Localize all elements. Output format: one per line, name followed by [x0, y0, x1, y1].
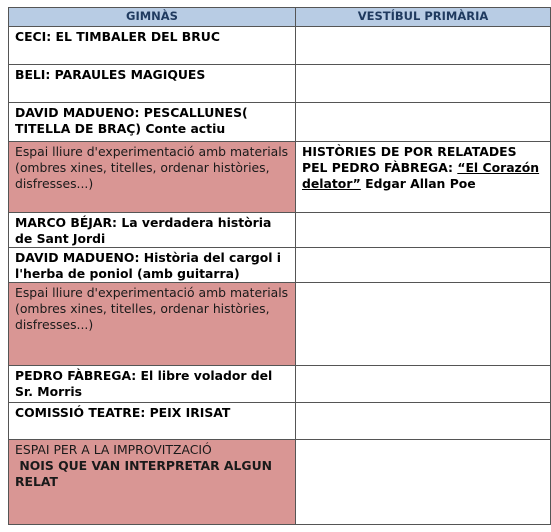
gimnas-cell: BELI: PARAULES MAGIQUES	[9, 65, 296, 103]
table-row	[9, 248, 551, 283]
header-vestibul: VESTÍBUL PRIMÀRIA	[296, 8, 551, 27]
gimnas-cell: CECI: EL TIMBALER DEL BRUC	[9, 27, 296, 65]
table-row	[9, 440, 551, 525]
gimnas-cell: DAVID MADUENO: Història del cargol i l'herba de poniol (amb guitarra)	[9, 248, 296, 283]
vestibul-cell	[296, 27, 551, 65]
free-experimentation-cell: Espai lliure d'experimentació amb materials (ombres xines, titelles, ordenar històries, disfresses...)	[9, 142, 296, 213]
vestibul-cell	[296, 248, 551, 283]
horror-stories-text: HISTÒRIES DE POR RELATADES PEL PEDRO FÀBREGA:	[302, 144, 517, 175]
vestibul-cell	[296, 403, 551, 440]
vestibul-cell	[296, 440, 551, 525]
table-row	[9, 142, 551, 213]
schedule-table	[8, 7, 551, 525]
table-row	[9, 213, 551, 248]
table-row	[9, 103, 551, 142]
header-gimnas: GIMNÀS	[9, 8, 296, 27]
vestibul-cell	[296, 65, 551, 103]
gimnas-cell: DAVID MADUENO: PESCALLUNES( TITELLA DE BRAÇ) Conte actiu	[9, 103, 296, 142]
vestibul-cell	[296, 366, 551, 403]
header-row	[9, 8, 551, 27]
table-row	[9, 283, 551, 366]
vestibul-cell	[296, 103, 551, 142]
table-row	[9, 65, 551, 103]
table-row	[9, 403, 551, 440]
improvisation-cell	[9, 440, 296, 525]
gimnas-cell: PEDRO FÀBREGA: El libre volador del Sr. Morris	[9, 366, 296, 403]
vestibul-cell	[296, 283, 551, 366]
improvisation-title: ESPAI PER A LA IMPROVITZACIÓ	[15, 442, 212, 457]
vestibul-cell	[296, 213, 551, 248]
gimnas-cell: COMISSIÓ TEATRE: PEIX IRISAT	[9, 403, 296, 440]
story-title: “El Corazón delator”	[302, 160, 540, 191]
story-author: Edgar Allan Poe	[360, 176, 476, 191]
horror-stories-cell	[296, 142, 551, 213]
table-row	[9, 366, 551, 403]
table-row	[9, 27, 551, 65]
free-experimentation-cell: Espai lliure d'experimentació amb materials (ombres xines, titelles, ordenar històries, disfresses...)	[9, 283, 296, 366]
improvisation-subtitle: NOIS QUE VAN INTERPRETAR ALGUN RELAT	[15, 458, 277, 489]
gimnas-cell: MARCO BÉJAR: La verdadera història de Sant Jordi	[9, 213, 296, 248]
